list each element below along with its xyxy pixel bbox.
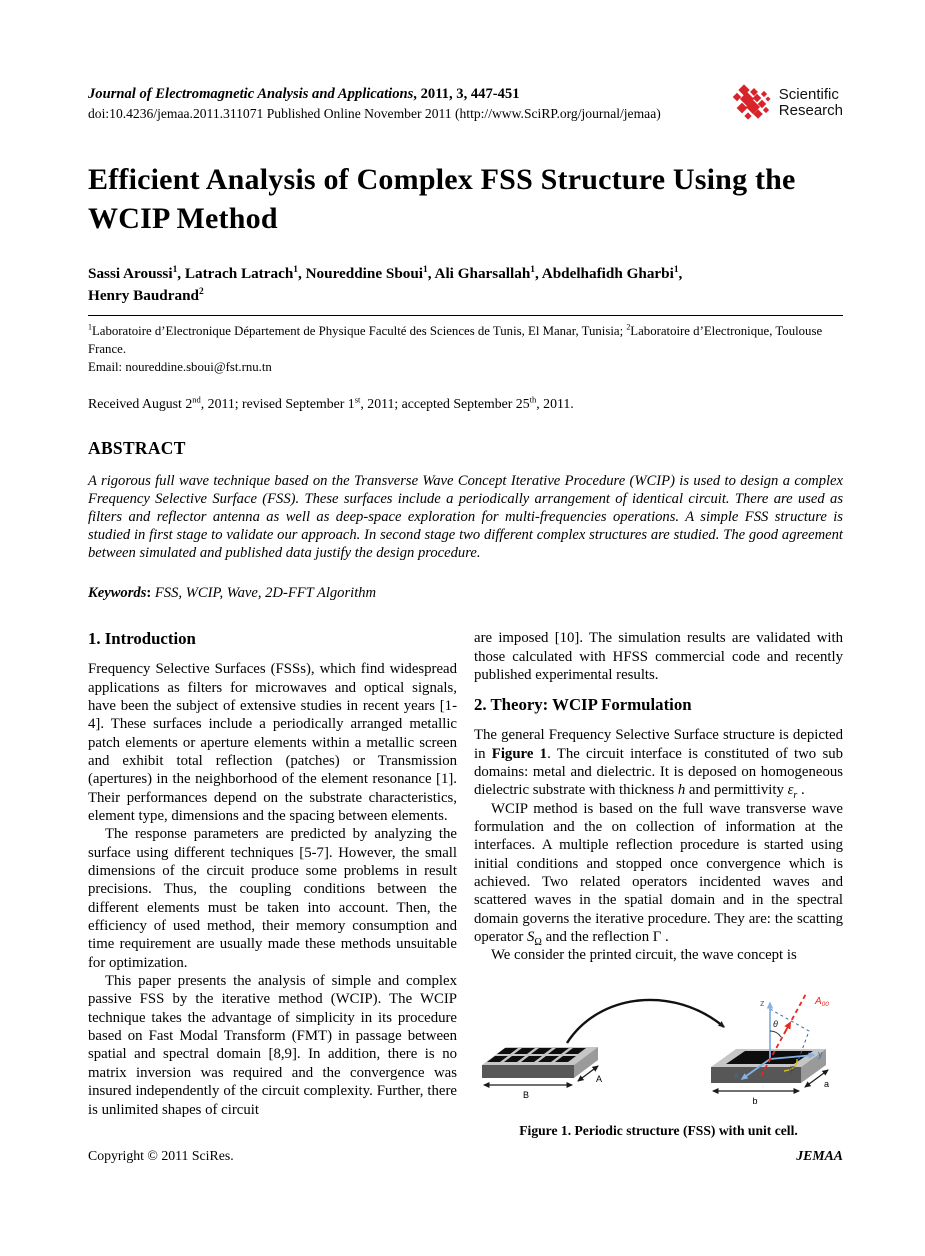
email-line: Email: noureddine.sboui@fst.rnu.tn (88, 359, 272, 374)
keywords-line: Keywords: FSS, WCIP, Wave, 2D-FFT Algorithm (88, 585, 377, 602)
array-width-label: B (522, 1089, 530, 1100)
zoom-arrow (567, 1000, 724, 1043)
author-list (88, 263, 843, 307)
received-line: Received August 2nd, 2011; revised September 1st, 2011; accepted September 25th, 2011. (88, 394, 574, 411)
logo-text (779, 87, 843, 119)
page-header (88, 86, 843, 124)
figure-1-caption: Figure 1. Periodic structure (FSS) with unit cell. (519, 1122, 798, 1138)
section-heading-theory: 2. Theory: WCIP Formulation (474, 695, 692, 715)
affiliations: $^1$Laboratoire d’Electronique Département de Physique Faculté des Sciences de Tunis, El Manar, Tunisia; $^2$Laboratoire d’Electronique, Toulouse France. (88, 322, 823, 356)
copyright-text: Copyright © 2011 SciRes. (88, 1148, 234, 1163)
theory-paragraph-3: We consider the printed circuit, the wave concept is (491, 947, 797, 964)
y-axis-label: y (818, 1048, 823, 1059)
journal-citation: Journal of Electromagnetic Analysis and Applications, 2011, 3, 447-451 (88, 86, 520, 102)
abstract-text: A rigorous full wave technique based on the Transverse Wave Concept Iterative Procedure (WCIP) is used to design a complex Frequency Selective Surface (FSS). These surfaces include a periodically arrangement of identical circuit. There are used as filters and reflector antenna as well as deep-space exploration for multi-frequencies operations. A simple FSS structure is studied in first stage to validate our approach. In second stage two different complex structures are studied. The good agreement between simulated and published data justify the design procedure. (88, 472, 843, 562)
paper-title: Efficient Analysis of Complex FSS Structure Using the WCIP Method (88, 163, 796, 235)
incident-wave-arrowhead (784, 1023, 790, 1034)
z-axis-label: z (760, 997, 765, 1008)
intro-continuation-paragraph: are imposed [10]. The simulation results are validated with those calculated with HFSS commercial code and recently published experimental results. (474, 630, 843, 683)
wave-label: $A_{00}$ (815, 995, 829, 1008)
fss-structure-figure (474, 979, 846, 1109)
theta-label: θ (773, 1018, 778, 1029)
scientific-research-logo (729, 82, 843, 124)
x-axis-label: x (734, 1069, 739, 1080)
abstract-heading: ABSTRACT (88, 437, 186, 458)
theory-paragraph-2: WCIP method is based on the full wave transverse wave formulation and the on collection of information at the interfaces. A multiple reflection procedure is started using initial conditions and stopped once convergence which is achieved. Two related operators incidented waves and scattered waves in the spatial domain and in the spectral domain governs the iterative procedure. They are: the scatting operator $S_\Omega$ and the reflection Γ . (474, 800, 843, 949)
logo-text-line2: Research (778, 102, 843, 119)
journal-info (88, 86, 661, 122)
array-depth-label: A (596, 1073, 603, 1084)
intro-paragraph-3: This paper presents the analysis of simple and complex passive FSS by the iterative method (WCIP). The WCIP technique takes the advantage of simplicity in its procedure based on Fast Modal Transform (FMT) in passage between spatial and spectral domain [8,9]. In addition, there is no matrix inversion was required and the convergence was insured independently of the circuit complexity. Further, there is unlimited shapes of circuit (88, 973, 457, 1118)
cell-width-label: b (752, 1095, 758, 1106)
theta-arc (770, 1031, 781, 1037)
theory-paragraph-1: The general Frequency Selective Surface structure is depicted in Figure 1. The circuit interface is constituted of two sub domains: metal and dielectric. It is deposed on homogeneous dielectric substrate with thickness h and permittivity $\varepsilon_r$ . (474, 727, 844, 802)
body-columns (88, 629, 843, 1139)
figure-1 (474, 979, 843, 1139)
intro-paragraph-1: Frequency Selective Surfaces (FSSs), which find widespread applications as filters for microwaves and optical signals, have been the subject of extensive studies in recent years [1-4]. These surfaces include a periodically arranged metallic patch elements or aperture elements within a metallic screen and exhibit total reflection (patches) or Transmission (apertures) in the neighborhood of the element resonance [1]. Their performances depend on the substrate characteristics, element type, dimensions and the spacing between elements. (88, 661, 457, 824)
right-column (474, 629, 843, 1139)
intro-paragraph-2: The response parameters are predicted by analyzing the surface using different techniques [5-7]. However, the small dimensions of the circuit produce some problems in result precisions. Thus, the coupling conditions between the different elements must be taken into account. Then, the efficiency of used method, their memory consumption and time requirement are usually made these methods unsuitable for optimization. (88, 826, 457, 971)
logo-text-line1: Scientific (778, 86, 839, 104)
author-affiliation-divider (88, 315, 843, 316)
cell-depth-label: a (824, 1078, 830, 1089)
periodic-array-graphic (482, 1047, 602, 1100)
logo-diamonds-icon (729, 82, 775, 124)
doi-line: doi:10.4236/jemaa.2011.311071 Published Online November 2011 (http://www.SciRP.org/journal/jemaa) (88, 106, 661, 121)
author-line-1: Sassi Aroussi$^1$, Latrach Latrach$^1$, Noureddine Sboui$^1$, Ali Gharsallah$^1$, Abdelhafidh Gharbi$^1$, (88, 264, 683, 282)
section-heading-introduction: 1. Introduction (88, 629, 196, 649)
left-column (88, 629, 457, 1139)
author-line-2: Henry Baudrand$^2$ (88, 286, 204, 305)
phi-label: φ (789, 1062, 795, 1073)
journal-abbreviation: JEMAA (796, 1148, 843, 1163)
unit-cell-graphic (711, 992, 829, 1106)
page-footer (88, 1148, 843, 1164)
